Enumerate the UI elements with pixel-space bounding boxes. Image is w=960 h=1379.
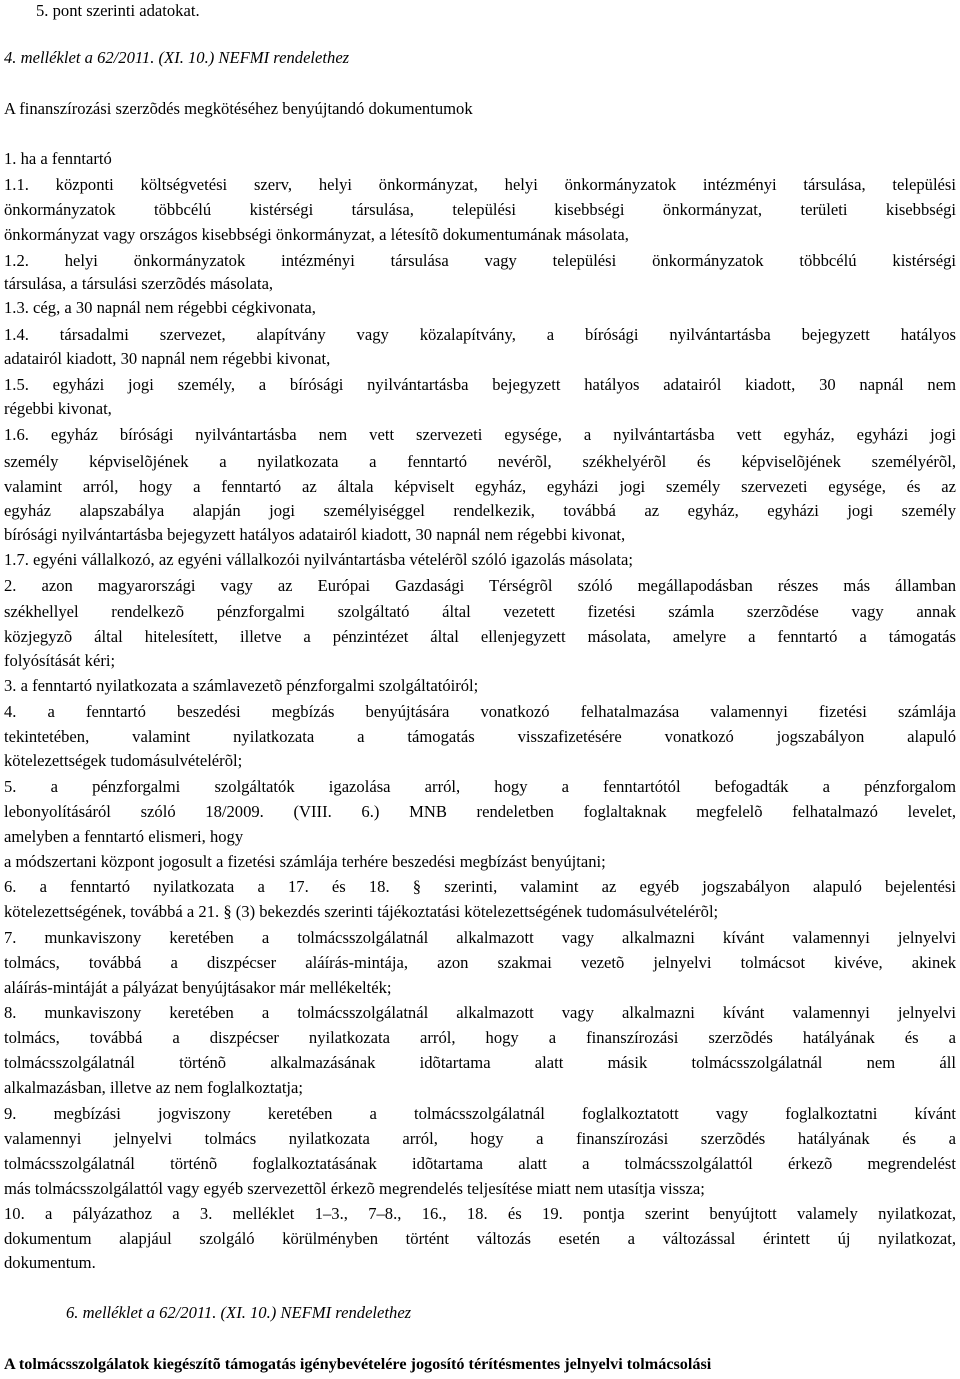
doc-line: valamennyi jelnyelvi tolmács nyilatkozata arról, hogy a finanszírozási szerzõdés hatályának és a <box>4 1129 956 1148</box>
doc-line: 6. a fenntartó nyilatkozata a 17. és 18. § szerinti, valamint az egyéb jogszabályon alapuló bejelentési <box>4 877 956 896</box>
doc-line: 9. megbízási jogviszony keretében a tolmácsszolgálatnál foglalkoztatott vagy foglalkoztatni kívánt <box>4 1104 956 1123</box>
doc-line: bírósági nyilvántartásba bejegyzett hatályos adatairól kiadott, 30 napnál nem régebbi kivonat, <box>4 525 626 544</box>
doc-line: adatairól kiadott, 30 napnál nem régebbi kivonat, <box>4 349 331 368</box>
doc-line: 10. a pályázathoz a 3. melléklet 1–3., 7–8., 16., 18. és 19. pontja szerint benyújtott valamely nyilatkozat, <box>4 1204 956 1223</box>
doc-line: 4. a fenntartó beszedési megbízás benyújtására vonatkozó felhatalmazása valamennyi fizetési számlája <box>4 702 956 721</box>
doc-line: más tolmácsszolgálattól vagy egyéb szervezettõl érkezõ megrendelés teljesítése miatt nem utasítja vissza; <box>4 1179 705 1198</box>
annex-6-heading: 6. melléklet a 62/2011. (XI. 10.) NEFMI rendelethez <box>66 1303 412 1322</box>
section-title: A finanszírozási szerzõdés megkötéséhez benyújtandó dokumentumok <box>4 99 473 118</box>
doc-line: 2. azon magyarországi vagy az Európai Gazdasági Térségrõl szóló megállapodásban részes más államban <box>4 576 956 595</box>
doc-line: 1.5. egyházi jogi személy, a bírósági nyilvántartásba bejegyzett hatályos adatairól kiadott, 30 napnál nem <box>4 375 956 394</box>
doc-line: régebbi kivonat, <box>4 399 112 418</box>
doc-line: lebonyolításáról szóló 18/2009. (VIII. 6.) MNB rendeletben foglaltaknak megfelelõ felhatalmazó levelet, <box>4 802 956 821</box>
doc-line: 1.4. társadalmi szervezet, alapítvány vagy közalapítvány, a bírósági nyilvántartásba bejegyzett hatályos <box>4 325 956 344</box>
doc-line: 3. a fenntartó nyilatkozata a számlavezetõ pénzforgalmi szolgáltatóiról; <box>4 676 479 695</box>
doc-line: személy képviselõjének a nyilatkozata a fenntartó nevérõl, székhelyérõl és képviselõjének személyérõl, <box>4 452 956 471</box>
doc-line: tekintetében, valamint nyilatkozata a támogatás visszafizetésére vonatkozó jogszabályon alapuló <box>4 727 956 746</box>
doc-line: tolmács, továbbá a diszpécser aláírás-mintája, azon szakmai vezetõ jelnyelvi tolmácsot kivéve, akinek <box>4 953 956 972</box>
doc-line: 1.2. helyi önkormányzatok intézményi társulása vagy települési önkormányzatok többcélú kistérségi <box>4 251 956 270</box>
next-section-title: A tolmácsszolgálatok kiegészítõ támogatás igénybevételére jogosító térítésmentes jelnyelvi tolmácsolási <box>4 1355 712 1373</box>
doc-line: székhellyel rendelkezõ pénzforgalmi szolgáltató által vezetett fizetési számla szerzõdése vagy annak <box>4 602 956 621</box>
doc-line: egyház alapszabálya alapján jogi személyiséggel rendelkezik, továbbá az egyház, egyházi jogi személy <box>4 501 956 520</box>
doc-line: aláírás-mintáját a pályázat benyújtásakor már mellékelték; <box>4 978 392 997</box>
doc-line: közjegyzõ által hitelesített, illetve a pénzintézet által ellenjegyzett másolata, amelyre a fenntartó a támogatás <box>4 627 956 646</box>
doc-line: kötelezettségek tudomásulvételérõl; <box>4 751 243 770</box>
doc-line: 1.7. egyéni vállalkozó, az egyéni vállalkozói nyilvántartásba vételérõl szóló igazolás másolata; <box>4 550 633 569</box>
doc-line: dokumentum alapjául szolgáló körülményben történt változás esetén a változással érintett új nyilatkozat, <box>4 1229 956 1248</box>
doc-line: tolmács, továbbá a diszpécser nyilatkozata arról, hogy a finanszírozási szerzõdés hatályának és a <box>4 1028 956 1047</box>
doc-line: valamint arról, hogy a fenntartó az általa képviselt egyház, egyházi jogi személy szervezeti egysége, és az <box>4 477 956 496</box>
doc-line: társulása, a társulási szerzõdés másolata, <box>4 274 274 293</box>
doc-line: önkormányzat vagy országos kisebbségi önkormányzat, a létesítõ dokumentumának másolata, <box>4 225 629 244</box>
doc-line: 1.6. egyház bírósági nyilvántartásba nem vett szervezeti egysége, a nyilvántartásba vett egyház, egyházi jogi <box>4 425 956 444</box>
doc-line: 1.1. központi költségvetési szerv, helyi önkormányzat, helyi önkormányzatok intézményi társulása, települési <box>4 175 956 194</box>
doc-line: 5. a pénzforgalmi szolgáltatók igazolása arról, hogy a fenntartótól befogadták a pénzforgalom <box>4 777 956 796</box>
doc-line: 1. ha a fenntartó <box>4 149 112 168</box>
doc-line: a módszertani központ jogosult a fizetési számlája terhére beszedési megbízást benyújtani; <box>4 852 606 871</box>
doc-line: tolmácsszolgálatnál történõ alkalmazásának idõtartama alatt másik tolmácsszolgálatnál nem áll <box>4 1053 956 1072</box>
doc-line: amelyben a fenntartó elismeri, hogy <box>4 827 244 846</box>
doc-line: 1.3. cég, a 30 napnál nem régebbi cégkivonata, <box>4 298 316 317</box>
item-5-line: 5. pont szerinti adatokat. <box>36 1 200 20</box>
doc-line: 8. munkaviszony keretében a tolmácsszolgálatnál alkalmazott vagy alkalmazni kívánt valamennyi jelnyelvi <box>4 1003 956 1022</box>
annex-4-heading: 4. melléklet a 62/2011. (XI. 10.) NEFMI rendelethez <box>4 48 350 67</box>
doc-line: dokumentum. <box>4 1253 96 1272</box>
doc-line: kötelezettségének, továbbá a 21. § (3) bekezdés szerinti tájékoztatási kötelezettségének tudomásulvételérõl; <box>4 902 719 921</box>
doc-line: 7. munkaviszony keretében a tolmácsszolgálatnál alkalmazott vagy alkalmazni kívánt valamennyi jelnyelvi <box>4 928 956 947</box>
doc-line: alkalmazásban, illetve az nem foglalkoztatja; <box>4 1078 304 1097</box>
doc-line: folyósítását kéri; <box>4 651 116 670</box>
doc-line: tolmácsszolgálatnál történõ foglalkoztatásának idõtartama alatt a tolmácsszolgálattól érkezõ megrendelést <box>4 1154 956 1173</box>
doc-line: önkormányzatok többcélú kistérségi társulása, települési kisebbségi önkormányzat, területi kisebbségi <box>4 200 956 219</box>
